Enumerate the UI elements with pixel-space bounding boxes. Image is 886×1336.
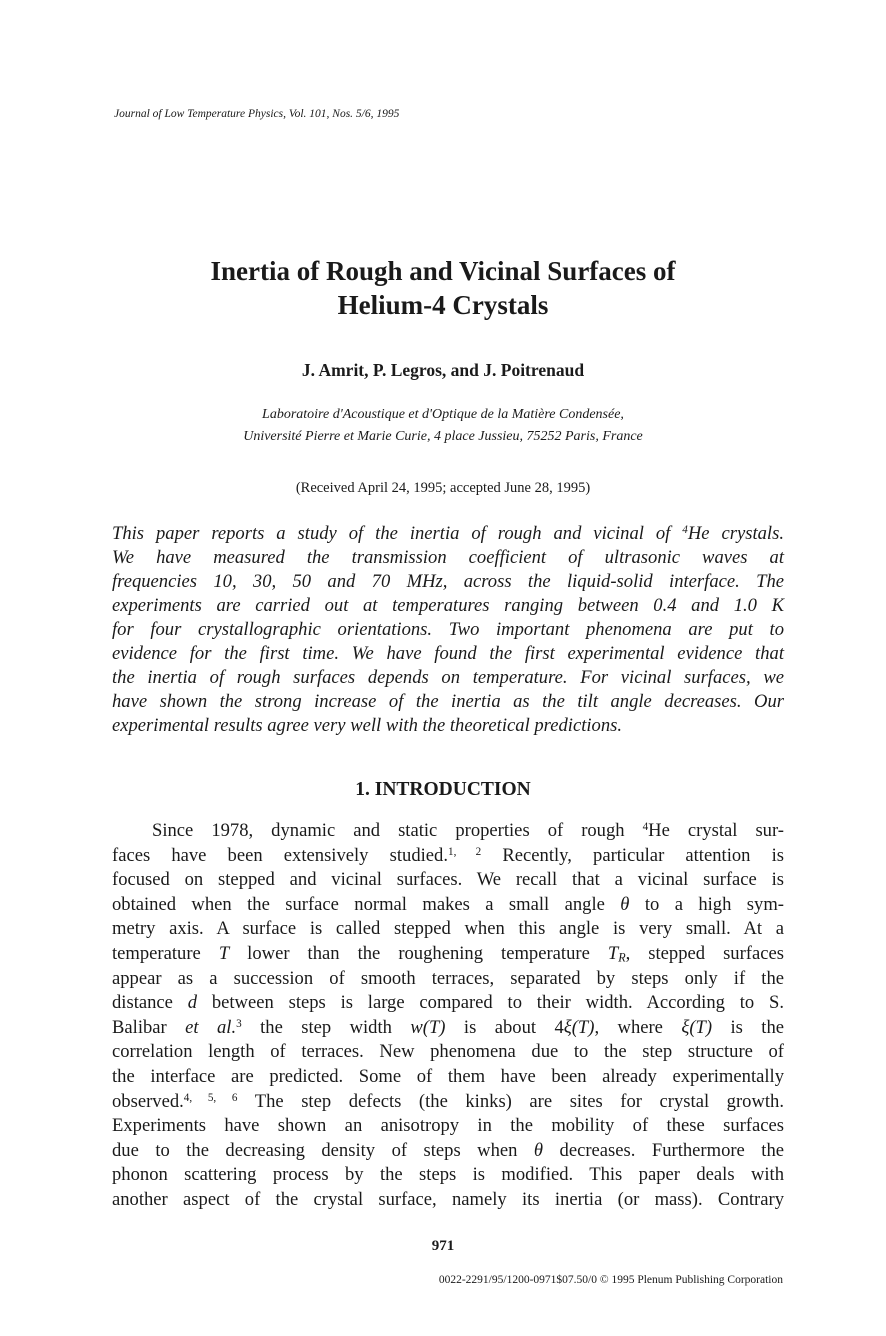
body-line: the interface are predicted. Some of them have been already experimentally [112,1065,784,1087]
body-line: Since 1978, dynamic and static properties of rough $^4$He crystal sur- [152,820,784,841]
paper-title [0,254,886,322]
body-line: another aspect of the crystal surface, namely its inertia (or mass). Contrary [112,1188,784,1210]
body-line: Balibar et al.$^3$ the step width w(T) is about 4ξ(T), where ξ(T) is the [112,1016,784,1038]
affiliation [0,404,886,448]
body-line: obtained when the surface normal makes a small angle θ to a high sym- [112,893,784,915]
affiliation-line: Laboratoire d'Acoustique et d'Optique de la Matière Condensée, [262,407,624,422]
abstract-line: We have measured the transmission coefficient of ultrasonic waves at [112,547,784,568]
abstract-line: This paper reports a study of the inertia of rough and vicinal of $^4$He crystals. [112,523,784,544]
body-line: phonon scattering process by the steps is modified. This paper deals with [112,1164,784,1186]
title-line: Inertia of Rough and Vicinal Surfaces of [210,256,676,286]
abstract-line: for four crystallographic orientations. Two important phenomena are put to [112,619,784,640]
body-line: due to the decreasing density of steps when θ decreases. Furthermore the [112,1139,784,1161]
abstract-line: evidence for the first time. We have found the first experimental evidence that [112,643,784,664]
abstract-line: have shown the strong increase of the inertia as the tilt angle decreases. Our [112,691,784,712]
abstract-line: frequencies 10, 30, 50 and 70 MHz, across the liquid-solid interface. The [112,571,784,592]
body-line: correlation length of terraces. New phenomena due to the step structure of [112,1041,784,1063]
copyright-line: 0022-2291/95/1200-0971$07.50/0 © 1995 Plenum Publishing Corporation [438,1274,783,1286]
body-text [112,819,784,1213]
body-line: focused on stepped and vicinal surfaces. We recall that a vicinal surface is [112,869,784,891]
body-line: faces have been extensively studied.$^{1, 2}$ Recently, particular attention is [112,844,784,866]
body-line: observed.$^{4, 5, 6}$ The step defects (the kinks) are sites for crystal growth. [112,1090,784,1112]
abstract-line: experimental results agree very well with the theoretical predictions. [112,715,623,736]
body-line: appear as a succession of smooth terraces, separated by steps only if the [112,967,784,989]
section-heading: 1. INTRODUCTION [355,779,531,800]
body-line: Experiments have shown an anisotropy in the mobility of these surfaces [112,1115,784,1137]
journal-citation: Journal of Low Temperature Physics, Vol. 101, Nos. 5/6, 1995 [114,108,400,120]
received-dates: (Received April 24, 1995; accepted June 28, 1995) [295,480,591,496]
body-line: temperature T lower than the roughening temperature $T_R$, stepped surfaces [112,942,784,965]
affiliation-line: Université Pierre et Marie Curie, 4 place Jussieu, 75252 Paris, France [243,429,643,444]
abstract-line: the inertia of rough surfaces depends on temperature. For vicinal surfaces, we [112,667,784,688]
authors: J. Amrit, P. Legros, and J. Poitrenaud [301,360,585,380]
abstract [112,522,784,738]
abstract-line: experiments are carried out at temperatures ranging between 0.4 and 1.0 K [112,595,784,616]
body-line: distance d between steps is large compared to their width. According to S. [112,992,784,1014]
title-line: Helium-4 Crystals [337,290,549,320]
page-number: 971 [431,1238,455,1254]
body-line: metry axis. A surface is called stepped when this angle is very small. At a [112,918,784,940]
